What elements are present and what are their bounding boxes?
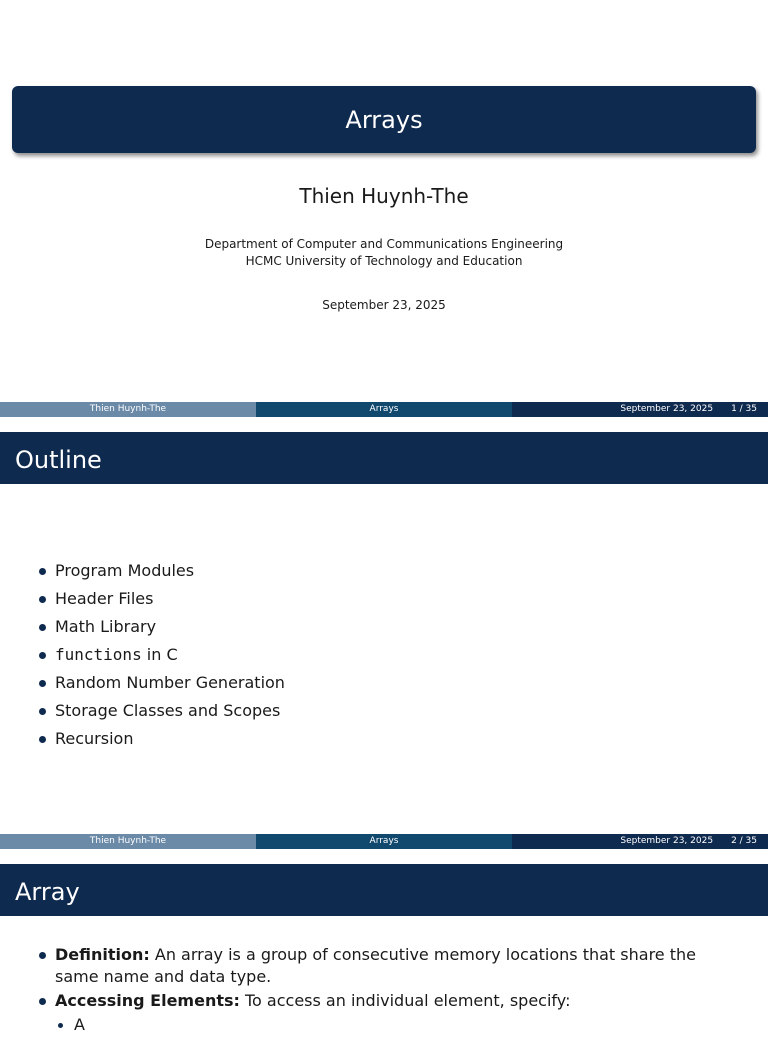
array-slide — [0, 849, 768, 1034]
outline-slide — [0, 417, 768, 849]
definition-label: Definition: — [55, 945, 150, 964]
footer-title: Arrays — [256, 402, 512, 417]
footer-date: September 23, 2025 — [620, 836, 714, 846]
list-item — [36, 944, 736, 988]
list-item: Header Files — [36, 588, 285, 616]
frame-title: Outline — [0, 432, 768, 484]
footer-title: Arrays — [256, 834, 512, 849]
footer-author: Thien Huynh-The — [0, 402, 256, 417]
frame-title: Array — [0, 864, 768, 916]
functions-suffix: in C — [141, 645, 178, 664]
definition-text: An array is a group of consecutive memory locations that share the same name and data type. — [55, 945, 696, 986]
author-name: Thien Huynh-The — [299, 184, 469, 208]
accessing-label: Accessing Elements: — [55, 991, 240, 1010]
footer-right — [512, 834, 768, 849]
functions-keyword: functions — [55, 645, 142, 664]
page-number: 1 / 35 — [731, 404, 757, 414]
list-item: Program Modules — [36, 560, 285, 588]
footer-date: September 23, 2025 — [620, 404, 714, 414]
department: Department of Computer and Communications Engineering — [204, 237, 564, 251]
list-item — [36, 990, 736, 1012]
university: HCMC University of Technology and Education — [245, 254, 523, 268]
list-item: Random Number Generation — [36, 672, 285, 700]
presentation-title: Arrays — [12, 86, 756, 153]
footer-author: Thien Huynh-The — [0, 834, 256, 849]
list-item — [36, 644, 285, 672]
list-item: Storage Classes and Scopes — [36, 700, 285, 728]
presentation-date: September 23, 2025 — [322, 298, 446, 312]
list-item: Math Library — [36, 616, 285, 644]
array-list — [36, 944, 736, 1038]
list-item: Recursion — [36, 728, 285, 756]
footer-bar — [0, 402, 768, 417]
page-number: 2 / 35 — [731, 836, 757, 846]
institution — [0, 236, 768, 270]
title-slide — [0, 0, 768, 417]
accessing-text: To access an individual element, specify: — [239, 991, 571, 1010]
outline-list — [36, 560, 285, 756]
footer-right — [512, 402, 768, 417]
footer-bar — [0, 834, 768, 849]
sub-list-item: A — [36, 1014, 736, 1036]
